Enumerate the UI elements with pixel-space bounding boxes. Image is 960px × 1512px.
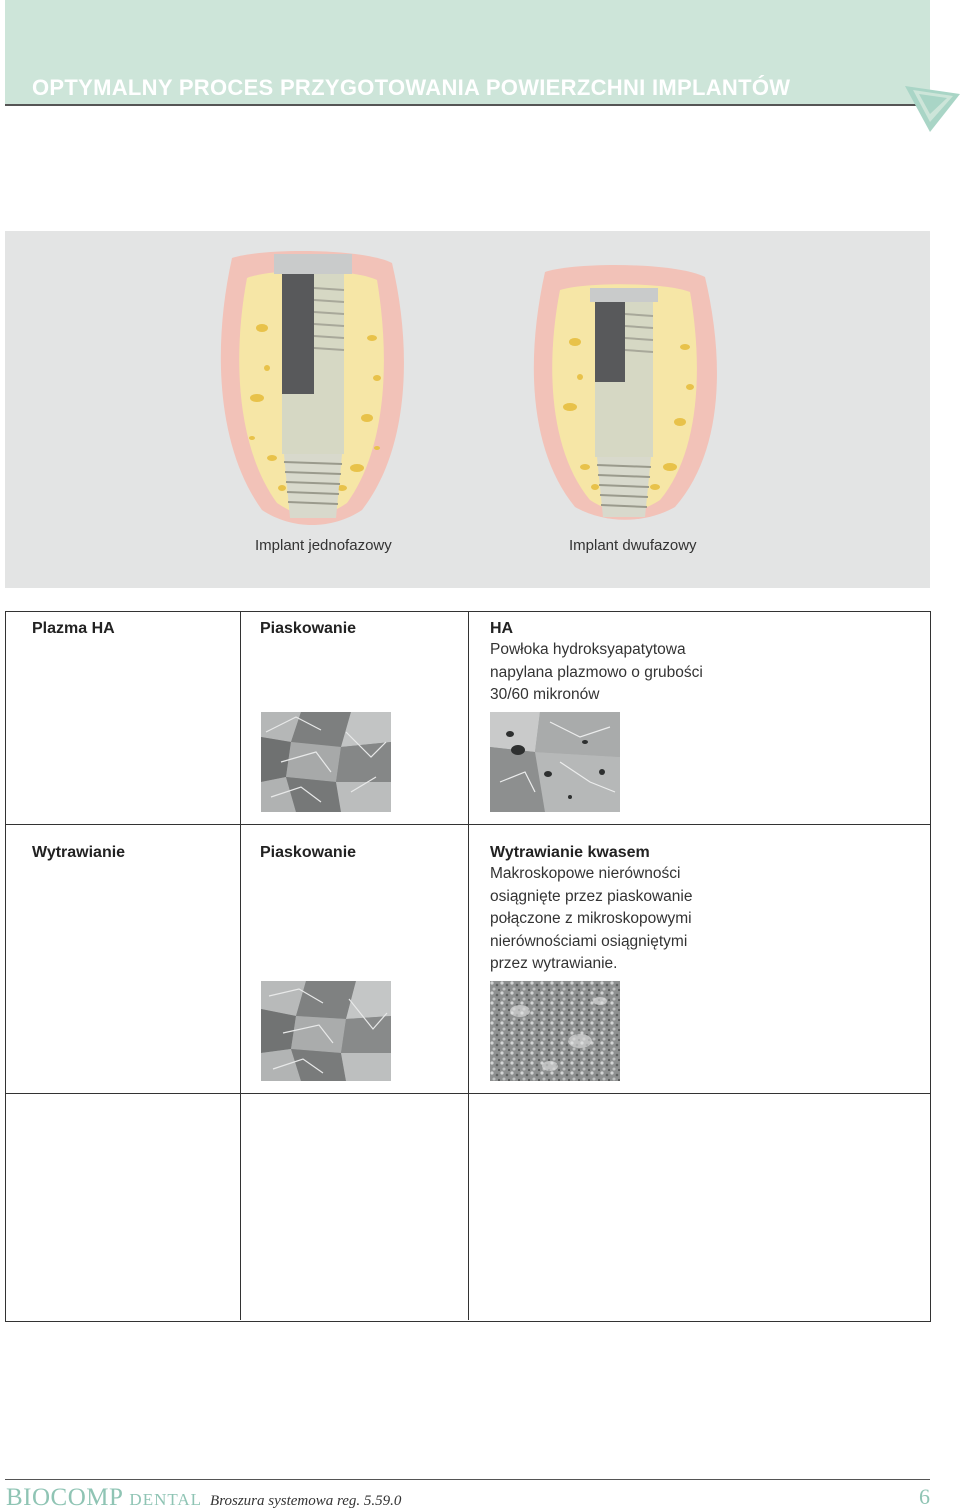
- implant-figure-panel: [5, 231, 930, 588]
- row2-method: Wytrawianie: [32, 844, 126, 861]
- hydroxyapatite-coating-micrograph: [490, 712, 620, 812]
- row1-step: Piaskowanie: [260, 620, 357, 637]
- triangle-arrow-icon: [905, 84, 960, 134]
- sandblasted-surface-micrograph: [261, 712, 391, 812]
- row2-result-title: Wytrawianie kwasem: [490, 844, 650, 861]
- column-divider-2: [468, 611, 469, 1320]
- page-number: 6: [919, 1484, 930, 1509]
- row1-result-title: HA: [490, 620, 514, 637]
- column-divider-1: [240, 611, 241, 1320]
- footer-brand: [6, 1484, 401, 1512]
- caption-two-phase: Implant dwufazowy: [569, 537, 697, 554]
- brand-sub-text: DENTAL: [129, 1490, 203, 1509]
- row2-result-description: Makroskopowe nierówności osiągnięte przez piaskowanie połączone z mikroskopowymi nierównościami osiągniętymi przez wytrawianie.: [490, 865, 693, 972]
- single-phase-implant-illustration: [212, 248, 412, 530]
- brand-logo-text: BIOCOMP: [6, 1484, 124, 1511]
- row1-method: Plazma HA: [32, 620, 115, 637]
- row2-step: Piaskowanie: [260, 844, 357, 861]
- acid-etched-surface-micrograph: [490, 981, 620, 1081]
- brochure-reference: Broszura systemowa reg. 5.59.0: [210, 1493, 402, 1509]
- header-rule: [5, 104, 930, 106]
- sandblasted-surface-micrograph-2: [261, 981, 391, 1081]
- caption-single-phase: Implant jednofazowy: [255, 537, 392, 554]
- row1-result-description: Powłoka hydroksyapatytowa napylana plazmowo o grubości 30/60 mikronów: [490, 641, 703, 703]
- two-phase-implant-illustration: [525, 262, 725, 524]
- footer-rule: [5, 1479, 930, 1480]
- page-title: OPTYMALNY PROCES PRZYGOTOWANIA POWIERZCHNI IMPLANTÓW: [32, 75, 791, 100]
